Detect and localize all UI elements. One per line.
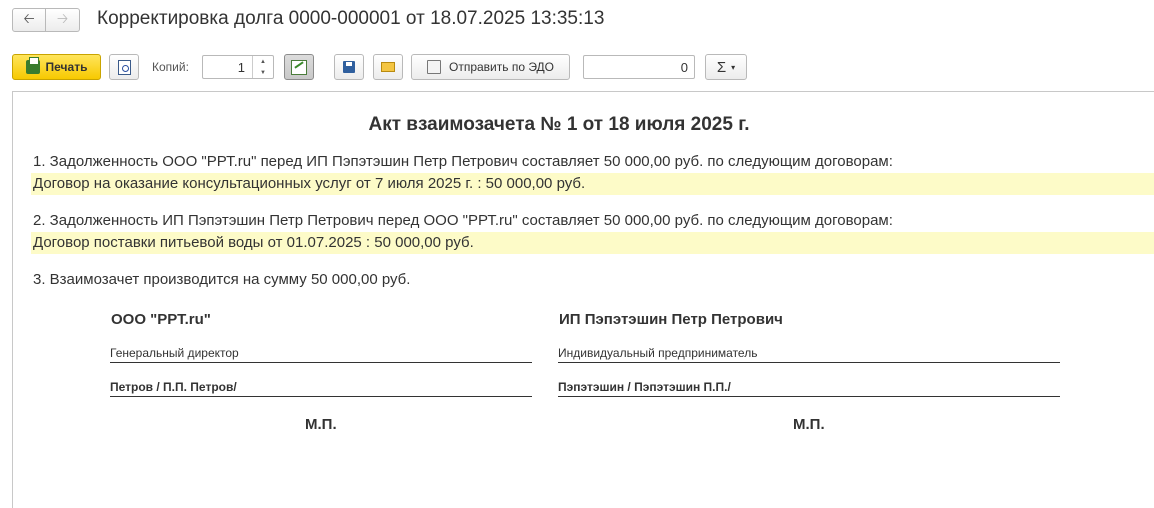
edit-document-button[interactable]: [284, 54, 314, 80]
contract-2-text: Договор поставки питьевой воды от 01.07.2025 : 50 000,00 руб.: [33, 234, 474, 251]
envelope-icon: [381, 62, 395, 72]
left-party-signature: Петров / П.П. Петров/: [110, 380, 532, 397]
stepper-down-icon[interactable]: ▼: [260, 69, 266, 76]
stepper-up-icon[interactable]: ▲: [260, 58, 266, 65]
debt-item-2: 2. Задолженность ИП Пэпэтэшин Петр Петрович перед ООО "РРТ.ru" составляет 50 000,00 руб. по следующим договорам:: [33, 212, 893, 229]
left-stamp-placeholder: М.П.: [305, 416, 337, 433]
sum-value-field[interactable]: [583, 55, 695, 79]
send-email-button[interactable]: [373, 54, 403, 80]
edit-icon: [291, 60, 307, 75]
left-party-position: Генеральный директор: [110, 346, 532, 363]
contract-row-1: [31, 173, 1154, 195]
forward-button[interactable]: [46, 8, 80, 32]
left-party-name: ООО "РРТ.ru": [111, 311, 211, 328]
copies-label: Копий:: [152, 60, 189, 74]
navigation-buttons: [12, 8, 80, 32]
right-party-signature: Пэпэтэшин / Пэпэтэшин П.П./: [558, 380, 1060, 397]
edo-icon: [427, 60, 441, 74]
right-party-position: Индивидуальный предприниматель: [558, 346, 1060, 363]
send-edo-button[interactable]: [411, 54, 570, 80]
sum-value: 0: [680, 60, 688, 75]
right-party-name: ИП Пэпэтэшин Петр Петрович: [559, 311, 783, 328]
document-title: Акт взаимозачета № 1 от 18 июля 2025 г.: [368, 114, 750, 135]
chevron-down-icon: ▾: [731, 62, 736, 72]
contract-1-text: Договор на оказание консультационных услуг от 7 июля 2025 г. : 50 000,00 руб.: [33, 175, 586, 192]
save-button[interactable]: [334, 54, 364, 80]
print-button-label: Печать: [45, 60, 88, 74]
document-preview[interactable]: [12, 91, 1154, 508]
toolbar: [12, 54, 1154, 80]
arrow-right-icon: 🡢: [56, 10, 69, 26]
preview-button[interactable]: [109, 54, 139, 80]
send-edo-label: Отправить по ЭДО: [448, 60, 555, 74]
copies-stepper[interactable]: [252, 56, 273, 78]
copies-value: 1: [237, 60, 245, 75]
offset-amount: 3. Взаимозачет производится на сумму 50 000,00 руб.: [33, 271, 411, 288]
print-button[interactable]: [12, 54, 101, 80]
window-title: Корректировка долга 0000-000001 от 18.07.2025 13:35:13: [97, 8, 605, 29]
floppy-disk-icon: [343, 61, 355, 73]
sum-menu-button[interactable]: [705, 54, 747, 80]
contract-row-2: [31, 232, 1154, 254]
arrow-left-icon: 🡠: [23, 10, 35, 26]
preview-icon: [118, 60, 131, 75]
sigma-icon: Σ: [716, 58, 727, 76]
printer-icon: [26, 60, 40, 74]
back-button[interactable]: [12, 8, 46, 32]
debt-item-1: 1. Задолженность ООО "РРТ.ru" перед ИП Пэпэтэшин Петр Петрович составляет 50 000,00 руб. по следующим договорам:: [33, 153, 893, 170]
right-stamp-placeholder: М.П.: [793, 416, 825, 433]
copies-input[interactable]: [202, 55, 274, 79]
